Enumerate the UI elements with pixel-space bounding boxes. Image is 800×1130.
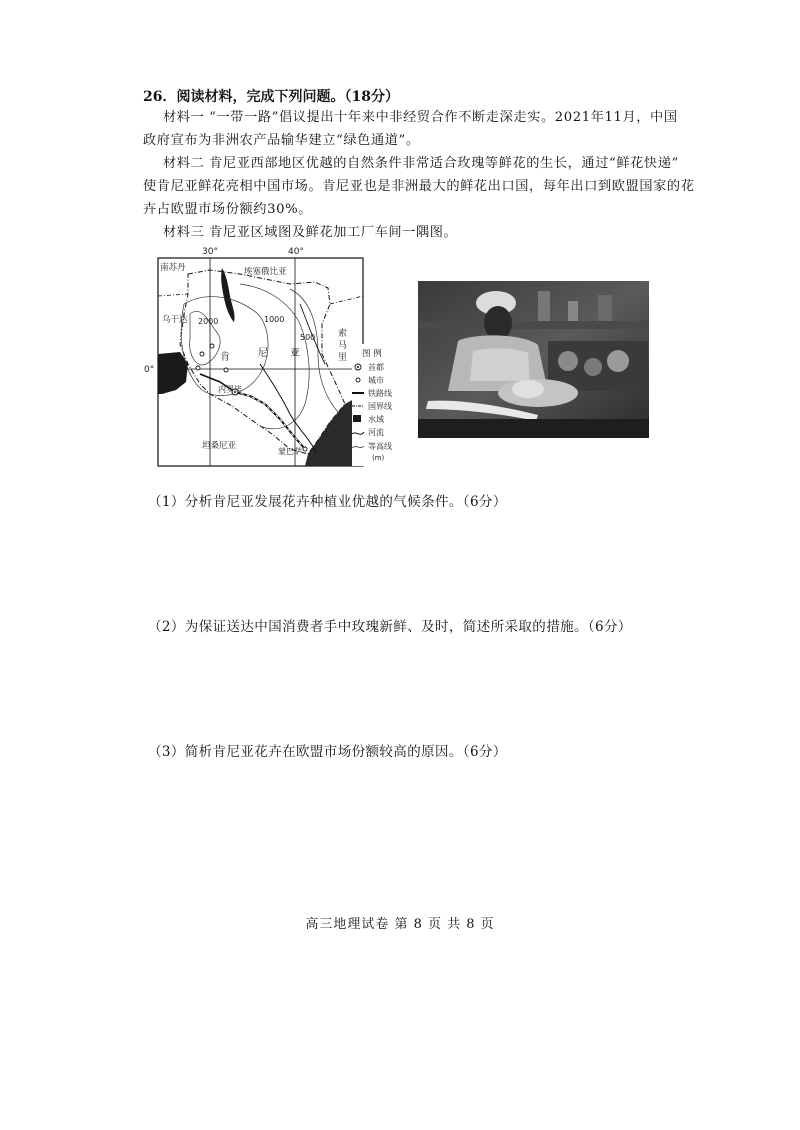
material-2-line-3: 卉占欧盟市场份额约30%。 [143,202,312,217]
kenya-label-1: 肯 [220,352,230,363]
water-symbol-icon [353,415,361,422]
sub-question-2: （2）为保证送达中国消费者手中玫瑰新鲜、及时，简述所采取的措施。（6分） [148,619,632,635]
city-symbol-icon [356,378,360,382]
sub-question-1: （1）分析肯尼亚发展花卉种植业优越的气候条件。（6分） [148,494,507,510]
contour-500-label: 500 [300,333,316,342]
tanzania-label: 坦桑尼亚 [202,441,237,451]
lat-0-label: 0° [144,365,155,375]
south-sudan-label: 南苏丹 [160,263,186,273]
somalia-label-3: 里 [338,353,348,363]
contour-1000-label: 1000 [264,315,285,324]
contour-2000-label: 2000 [198,317,219,326]
legend-unit: (m) [372,454,385,462]
legend-capital: 首都 [368,363,384,372]
legend-water: 水域 [368,415,384,424]
kenya-label-3: 亚 [290,348,300,359]
legend-river: 河流 [368,428,384,437]
legend-border: 国界线 [368,402,392,411]
legend-railway: 铁路线 [368,389,392,398]
material-1-line-2: 政府宣布为非洲农产品输华建立“绿色通道”。 [143,133,420,148]
lon-40-label: 40° [288,247,304,257]
lon-30-label: 30° [202,247,218,257]
material-1-line-1: 材料一 “一带一路”倡议提出十年来中非经贸合作不断走深走实。2021年11月，中国 [163,110,678,125]
question-title: 26．阅读材料，完成下列问题。（18分） [143,89,399,105]
material-3: 材料三 肯尼亚区域图及鲜花加工厂车间一隅图。 [163,225,458,240]
kenya-map [140,244,400,474]
uganda-label: 乌干达 [162,315,188,325]
somalia-label-1: 索 [338,329,348,339]
sub-question-3: （3）简析肯尼亚花卉在欧盟市场份额较高的原因。（6分） [148,744,507,760]
page-footer: 高三地理试卷 第 8 页 共 8 页 [305,917,495,932]
legend-contour: 等高线 [368,442,392,451]
material-2-line-2: 使肯尼亚鲜花亮相中国市场。肯尼亚也是非洲最大的鲜花出口国，每年出口到欧盟国家的花 [143,179,695,194]
nairobi-label: 内罗毕 [218,385,242,394]
somalia-label-2: 马 [338,341,348,351]
flower-workshop-photo [418,281,649,438]
mombasa-label: 蒙巴萨 [278,447,302,456]
legend-title: 图 例 [362,349,382,359]
material-2-line-1: 材料二 肯尼亚西部地区优越的自然条件非常适合玫瑰等鲜花的生长，通过“鲜花快递” [163,156,679,171]
ethiopia-label: 埃塞俄比亚 [244,267,287,277]
legend-city: 城市 [368,376,384,385]
kenya-label-2: 尼 [258,348,268,359]
